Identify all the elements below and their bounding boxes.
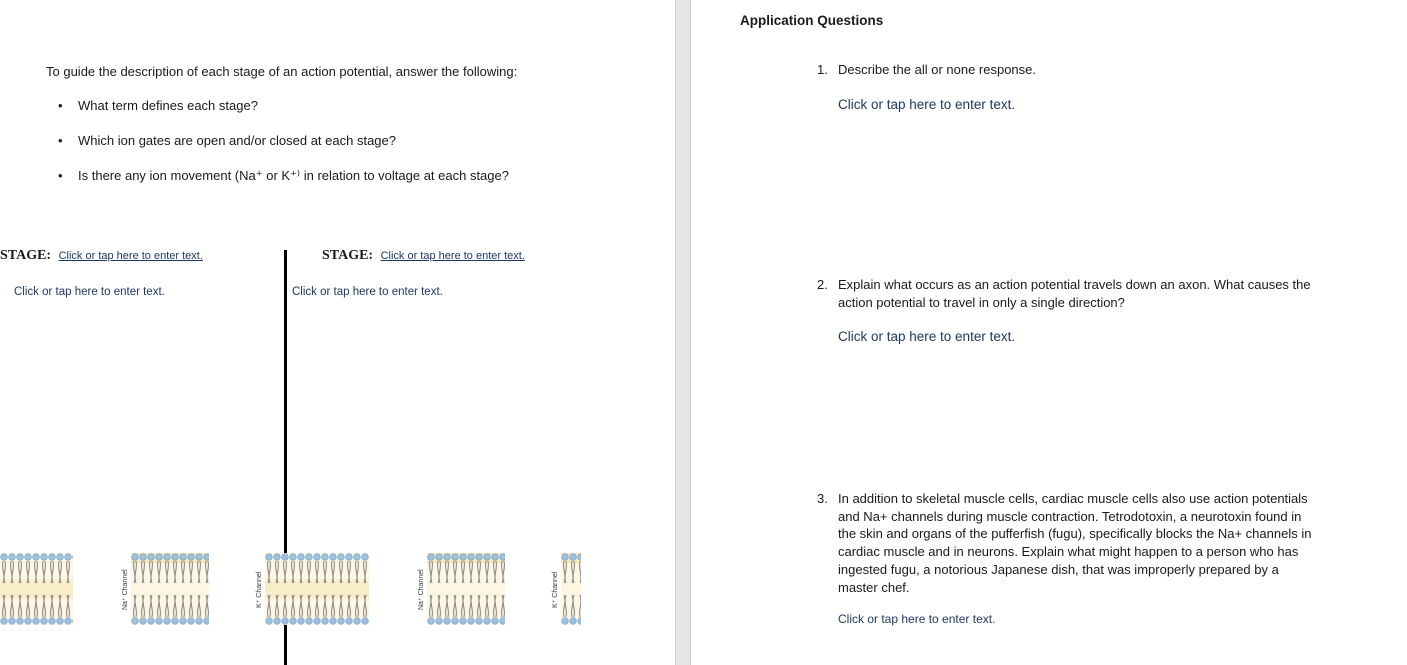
right-document-page: Application Questions 1. Describe the all or none response. Click or tap here to enter text. 2. Explain what occurs as an action potential travels down an axon. What causes the action potential to travel in only a single direction? Click or tap here to enter text. 3. In addition to skeletal muscle cells, cardiac muscle cells also use action potentials and Na+ channels during muscle contraction. Tetrodotoxin, a neurotoxin found in the skin and organs of the pufferfish (fugu), specifically blocks the Na+ channels in cardiac muscle and in neurons. Explain what might happen to a person who has ingested fugu, a notorious Japanese dish, that was improperly prepared by a master chef. Click or tap here to enter text. [691,0,1407,665]
stage-title-field-1[interactable]: Click or tap here to enter text. [58,250,203,262]
left-document-page: To guide the description of each stage of an action potential, answer the following: • What term defines each stage? • Which ion gates are open and/or closed at each stage? • Is there any ion movement (Na⁺ or K⁺⁾ in relation to voltage at each stage? STAGE: Click or tap here to enter text. STAGE: Click or tap here to enter text. Click or tap here to enter text. Click or tap here to enter text. Na⁺ Channel K⁺ Channel Na⁺ Channel K⁺ Channel [0,0,675,665]
stage-description-field-2[interactable]: Click or tap here to enter text. [292,286,443,298]
membrane-image [0,553,73,625]
bullet-dot-icon: • [58,133,63,148]
stage-description-field-1[interactable]: Click or tap here to enter text. [14,286,165,298]
answer-field-3[interactable]: Click or tap here to enter text. [838,612,996,626]
channel-label: K⁺ Channel [552,571,559,609]
membrane-image [427,553,505,625]
bullet-dot-icon: • [58,98,63,113]
intro-paragraph: To guide the description of each stage of an action potential, answer the following: [46,64,518,79]
bullet-dot-icon: • [58,168,63,183]
membrane-image [131,553,209,625]
stage-title-field-2[interactable]: Click or tap here to enter text. [380,250,525,262]
channel-label: Na⁺ Channel [418,569,425,611]
membrane-image [265,553,369,625]
application-questions-title: Application Questions [740,13,884,28]
channel-label: Na⁺ Channel [122,569,129,611]
page-gutter [675,0,691,665]
stage-heading-1: STAGE: Click or tap here to enter text. [0,248,203,263]
answer-field-1[interactable]: Click or tap here to enter text. [838,97,1016,112]
answer-field-2[interactable]: Click or tap here to enter text. [838,329,1016,344]
channel-label: K⁺ Channel [256,571,263,609]
stage-heading-2: STAGE: Click or tap here to enter text. [322,248,525,263]
membrane-image [561,553,581,625]
